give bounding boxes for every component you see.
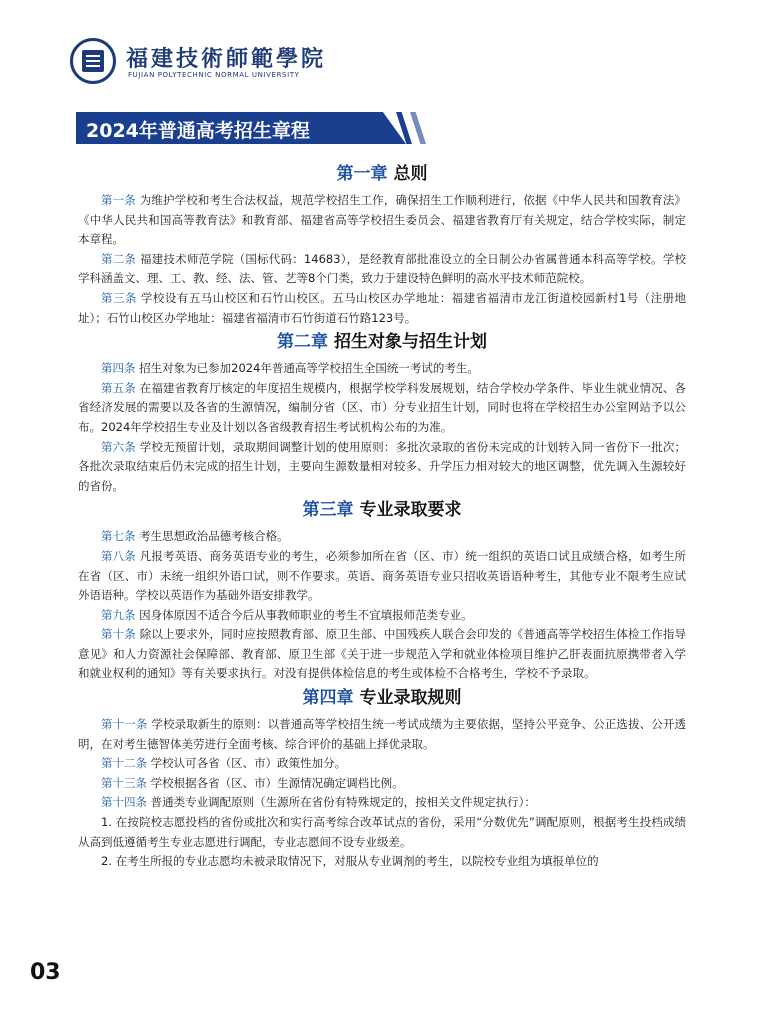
page-number: 03 [30,960,61,985]
article-text: 除以上要求外，同时应按照教育部、原卫生部、中国残疾人联合会印发的《普通高等学校招生体检工作指导意见》和人力资源社会保障部、教育部、原卫生部《关于进一步规范入学和就业体检项目维护乙肝表面抗原携带者入学和就业权利的通知》等有关要求执行。对没有提供体检信息的考生或体检不合格考生，学校不予录取。 [78,627,687,681]
article [78,379,686,438]
document-title: 2024年普通高考招生章程 [86,120,310,142]
article [78,715,686,754]
article-number: 第十条 [101,627,136,642]
article-text: 学校录取新生的原则：以普通高等学校招生统一考试成绩为主要依据，坚持公平竞争、公正选拔、公开透明，在对考生德智体美劳进行全面考核、综合评价的基础上择优录取。 [78,717,687,751]
article-text: 因身体原因不适合今后从事教师职业的考生不宜填报师范类专业。 [139,607,473,622]
page-header [70,38,470,88]
chapter-title: 总则 [393,164,428,184]
article-number: 第七条 [101,529,136,544]
article [78,606,686,626]
school-name: 福建技術師範學院 [126,46,327,72]
chapter-heading [78,330,686,354]
article-text: 学校设有五马山校区和石竹山校区。五马山校区办学地址：福建省福清市龙江街道校园新村1号（注册地址）；石竹山校区办学地址：福建省福清市石竹街道石竹路123号。 [78,290,687,325]
school-logo [70,38,116,84]
chapter-title: 招生对象与招生计划 [333,332,487,353]
book-icon [82,50,104,72]
document-body [78,160,686,872]
article-number: 第六条 [101,439,136,454]
sub-item: 2. 在考生所报的专业志愿均未被录取情况下，对服从专业调剂的考生，以院校专业组为填报单位的 [101,854,599,869]
article-number: 第十四条 [101,795,147,810]
article [78,289,686,328]
school-name-english: FUJIAN POLYTECHNIC NORMAL UNIVERSITY [128,71,300,79]
article-text: 普通类专业调配原则（生源所在省份有特殊规定的，按相关文件规定执行）： [150,795,536,810]
chapter-number: 第二章 [277,332,329,353]
article-number: 第五条 [101,380,136,395]
article-text: 学校根据各省（区、市）生源情况确定调档比例。 [150,775,404,790]
article-text: 学校认可各省（区、市）政策性加分。 [150,756,347,771]
article-text: 招生对象为已参加2024年普通高等学校招生全国统一考试的考生。 [139,361,479,376]
article [78,793,686,813]
chapter-number: 第三章 [302,500,354,521]
chapter-title: 专业录取规则 [359,688,462,709]
article-text: 考生思想政治品德考核合格。 [139,529,289,544]
article-number: 第十二条 [101,756,147,771]
chapter-number: 第一章 [336,164,388,184]
article-number: 第二条 [101,251,137,266]
chapter-number: 第四章 [302,688,354,709]
article [78,527,686,547]
article [78,250,686,289]
article-number: 第十三条 [101,775,147,790]
article-text: 学校无预留计划，录取期间调整计划的使用原则：多批次录取的省份未完成的计划转入同一省份下一批次；各批次录取结束后仍未完成的招生计划，主要向生源数量相对较多、升学压力相对较大的地区调整，优先调入生源较好的省份。 [78,439,687,493]
chapter-heading [78,686,686,710]
article [78,359,686,379]
article [78,774,686,794]
article-text: 在福建省教育厅核定的年度招生规模内，根据学校学科发展规划，结合学校办学条件、毕业生就业情况、各省经济发展的需要以及各省的生源情况，编制分省（区、市）分专业招生计划，同时也将在学校招生办公室网站予以公布。2024年学校招生专业及计划以各省级教育招生考试机构公布的为准。 [78,380,687,434]
article-number: 第八条 [101,548,136,563]
article-number: 第一条 [101,193,136,207]
article [78,547,686,606]
article-text: 凡报考英语、商务英语专业的考生，必须参加所在省（区、市）统一组织的英语口试且成绩合格，如考生所在省（区、市）未统一组织外语口试，则不作要求。英语、商务英语专业只招收英语语种考生，其他专业不限考生应试外语语种。学校以英语作为基础外语安排教学。 [78,548,687,603]
sub-item: 1. 在按院校志愿投档的省份或批次和实行高考综合改革试点的省份，采用“分数优先”调配原则，根据考生投档成绩从高到低遵循考生专业志愿进行调配，专业志愿间不设专业级差。 [78,815,686,849]
article-number: 第十一条 [101,717,148,732]
article [78,438,686,497]
chapter-title: 专业录取要求 [359,500,462,521]
article-number: 第九条 [101,607,136,622]
chapter-heading [78,162,686,186]
article-text: 福建技术师范学院（国标代码：14683），是经教育部批准设立的全日制公办省属普通本科高等学校。学校学科涵盖文、理、工、教、经、法、管、艺等8个门类，致力于建设特色鲜明的高水平技术师范院校。 [78,251,687,286]
article-number: 第四条 [101,361,136,376]
article-number: 第三条 [101,290,137,305]
article [78,191,686,250]
chapter-heading [78,498,686,522]
article [78,754,686,774]
banner-stripe [410,112,426,144]
article [78,625,686,684]
article-text: 为维护学校和考生合法权益，规范学校招生工作，确保招生工作顺利进行，依据《中华人民共和国教育法》《中华人民共和国高等教育法》和教育部、福建省高等学校招生委员会、福建省教育厅有关规定，结合学校实际，制定本章程。 [78,193,687,247]
